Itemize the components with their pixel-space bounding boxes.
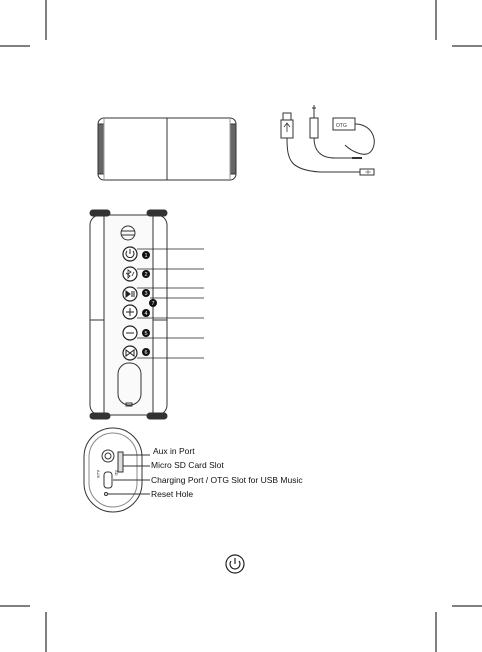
callout-3: 3 (144, 291, 148, 297)
callout-5: 5 (144, 331, 148, 337)
sd-slot-label: Micro SD Card Slot (151, 460, 224, 470)
sd-panel-text: SD (114, 470, 119, 476)
callout-1: 1 (144, 253, 148, 259)
reset-hole-label: Reset Hole (151, 489, 194, 499)
aux-panel-text: AUX (96, 470, 101, 479)
callout-6: 6 (144, 350, 148, 356)
callout-2: 2 (144, 272, 148, 278)
otg-label: OTG (336, 123, 347, 129)
aux-port-label: Aux in Port (153, 446, 195, 456)
charging-port-label: Charging Port / OTG Slot for USB Music (151, 475, 303, 485)
callout-4: 4 (144, 311, 148, 317)
callout-7: 7 (151, 301, 155, 307)
